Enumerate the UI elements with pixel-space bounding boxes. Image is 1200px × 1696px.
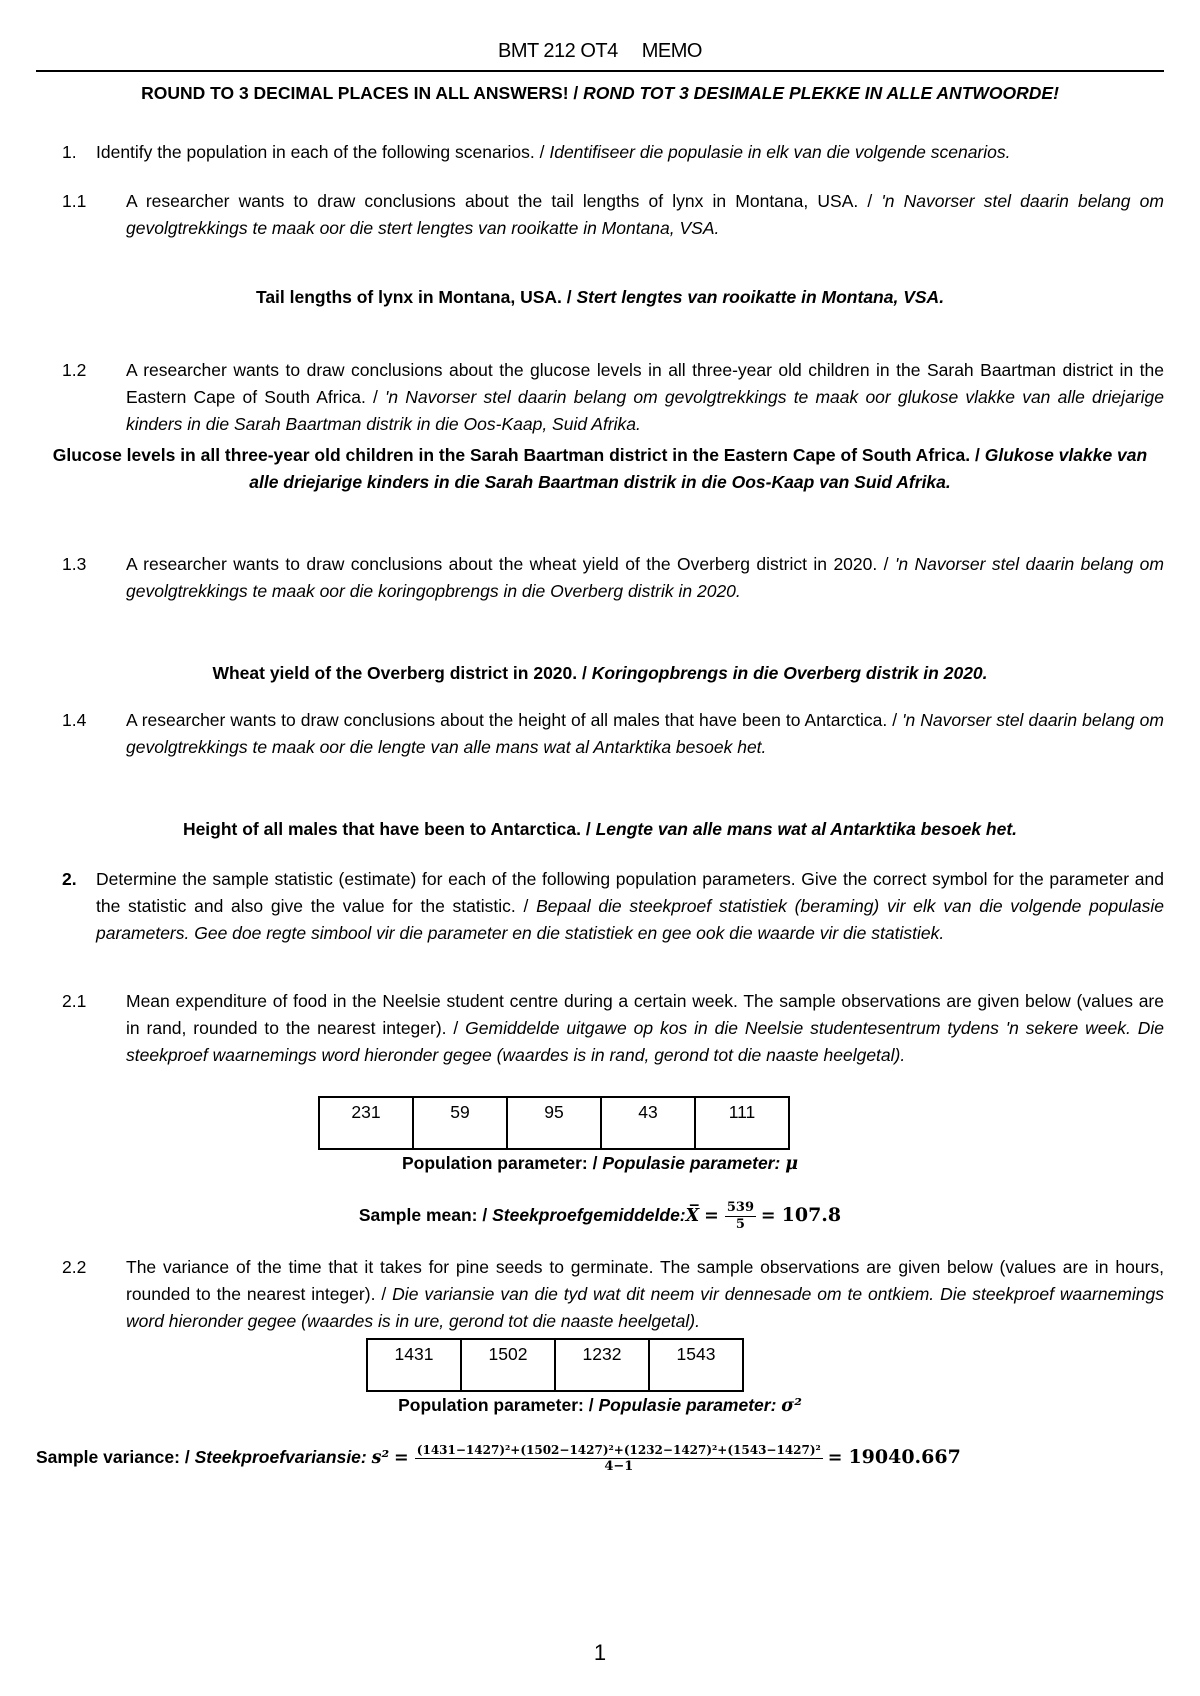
- answer-1-1: Tail lengths of lynx in Montana, USA. / Stert lengtes van rooikatte in Montana, VSA.: [255, 287, 945, 307]
- question-number: 1.3: [62, 554, 87, 574]
- answer-1-2: Glucose levels in all three-year old children in the Sarah Baartman district in the Eastern Cape of South Africa. / Glukose vlakke van alle driejarige kinders in die Sarah Baartman distrik in die Oos-Kaap van Suid Afrika.: [52, 445, 1148, 492]
- sample-mean-2-1: Sample mean: / Steekproefgemiddelde:X̅ = $\frac{539}{5}$ = 107.8: [358, 1199, 842, 1232]
- table-cell: 95: [507, 1097, 601, 1149]
- question-2-2-text: The variance of the time that it takes for pine seeds to germinate. The sample observations are given below (values are in hours, rounded to the nearest integer). / Die variansie van die tyd wat dit neem vir dennesade om te ontkiem. Die steekproef waarnemings word hieronder gegee (waardes is in ure, gerond tot die naaste heelgetal).: [126, 1257, 1164, 1331]
- header-rule: [36, 70, 1164, 72]
- answer-1-4: Height of all males that have been to Antarctica. / Lengte van alle mans wat al Antarktika besoek het.: [182, 819, 1018, 839]
- question-number: 2.: [62, 869, 77, 889]
- question-number: 2.1: [62, 991, 87, 1011]
- question-number: 1.1: [62, 191, 87, 211]
- result-value: 19040.667: [848, 1446, 961, 1468]
- population-parameter-2-1: Population parameter: / Populasie parameter: μ: [402, 1153, 798, 1174]
- fraction: $\frac{539}{5}$: [726, 1199, 754, 1232]
- question-1-2-text: A researcher wants to draw conclusions about the glucose levels in all three-year old children in the Sarah Baartman district in the Eastern Cape of South Africa. / 'n Navorser stel daarin belang om gevolgtrekkings te maak oor glukose vlakke van alle driejarige kinders in die Sarah Baartman distrik in die Oos-Kaap, Suid Afrika.: [126, 360, 1164, 434]
- memo-label: MEMO: [641, 40, 702, 62]
- question-2-1-text: Mean expenditure of food in the Neelsie student centre during a certain week. The sample observations are given below (values are in rand, rounded to the nearest integer). / Gemiddelde uitgawe op kos in die Neelsie studentesentrum tydens 'n sekere week. Die steekproef waarnemings word hieronder gegee (waardes is in rand, gerond tot die naaste heelgetal).: [126, 991, 1164, 1065]
- question-1-text: Identify the population in each of the following scenarios. / Identifiseer die populasie in elk van die volgende scenarios.: [96, 142, 1011, 162]
- table-cell: 59: [413, 1097, 507, 1149]
- question-number: 1.: [62, 142, 77, 162]
- table-cell: 1232: [555, 1339, 649, 1391]
- question-number: 1.2: [62, 360, 87, 380]
- table-cell: 1543: [649, 1339, 743, 1391]
- table-cell: 1431: [367, 1339, 461, 1391]
- table-cell: 1502: [461, 1339, 555, 1391]
- fraction: $\frac{\text{(1431−1427)²+(1502−1427)²+(1232−1427)²+(1543−1427)²}}{4-1}$: [416, 1442, 821, 1474]
- question-1-1-text: A researcher wants to draw conclusions about the tail lengths of lynx in Montana, USA. / 'n Navorser stel daarin belang om gevolgtrekkings te maak oor die stert lengtes van rooikatte in Montana, VSA.: [126, 191, 1164, 238]
- question-1-3-text: A researcher wants to draw conclusions about the wheat yield of the Overberg district in 2020. / 'n Navorser stel daarin belang om gevolgtrekkings te maak oor die koringopbrengs in die Overberg distrik in 2020.: [126, 554, 1164, 601]
- answer-1-3: Wheat yield of the Overberg district in 2020. / Koringopbrengs in die Overberg distrik in 2020.: [212, 663, 988, 683]
- question-2-text: Determine the sample statistic (estimate) for each of the following population parameters. Give the correct symbol for the parameter and the statistic and also give the value for the statistic. / Bepaal die steekproef statistiek (beraming) vir elk van die volgende populasie parameters. Gee doe regte simbool vir die parameter en die statistiek en gee ook die waarde vir die statistiek.: [96, 869, 1164, 943]
- question-number: 2.2: [62, 1257, 87, 1277]
- question-number: 1.4: [62, 710, 87, 730]
- population-parameter-2-2: Population parameter: / Populasie parameter: σ²: [398, 1395, 802, 1416]
- table-cell: 43: [601, 1097, 695, 1149]
- table-cell: 111: [695, 1097, 789, 1149]
- result-value: 107.8: [781, 1204, 842, 1226]
- observations-table-2-1: [318, 1096, 790, 1150]
- table-cell: 231: [319, 1097, 413, 1149]
- question-1-4-text: A researcher wants to draw conclusions about the height of all males that have been to Antarctica. / 'n Navorser stel daarin belang om gevolgtrekkings te maak oor die lengte van alle mans wat al Antarktika besoek het.: [126, 710, 1164, 757]
- rounding-instruction: ROUND TO 3 DECIMAL PLACES IN ALL ANSWERS! / ROND TOT 3 DESIMALE PLEKKE IN ALLE ANTWOORDE!: [141, 83, 1059, 103]
- page-number: 1: [593, 1640, 607, 1665]
- page-header: [36, 40, 1164, 63]
- observations-table-2-2: [366, 1338, 744, 1392]
- sample-variance-2-2: Sample variance: / Steekproefvariansie: s² = $\frac{\text{(1431−1427)²+(1502−1427)²+(1232−1427)²+(1543−1427)²}}{4-1}$ = 19040.667: [36, 1442, 961, 1474]
- course-code: BMT 212 OT4: [498, 40, 618, 62]
